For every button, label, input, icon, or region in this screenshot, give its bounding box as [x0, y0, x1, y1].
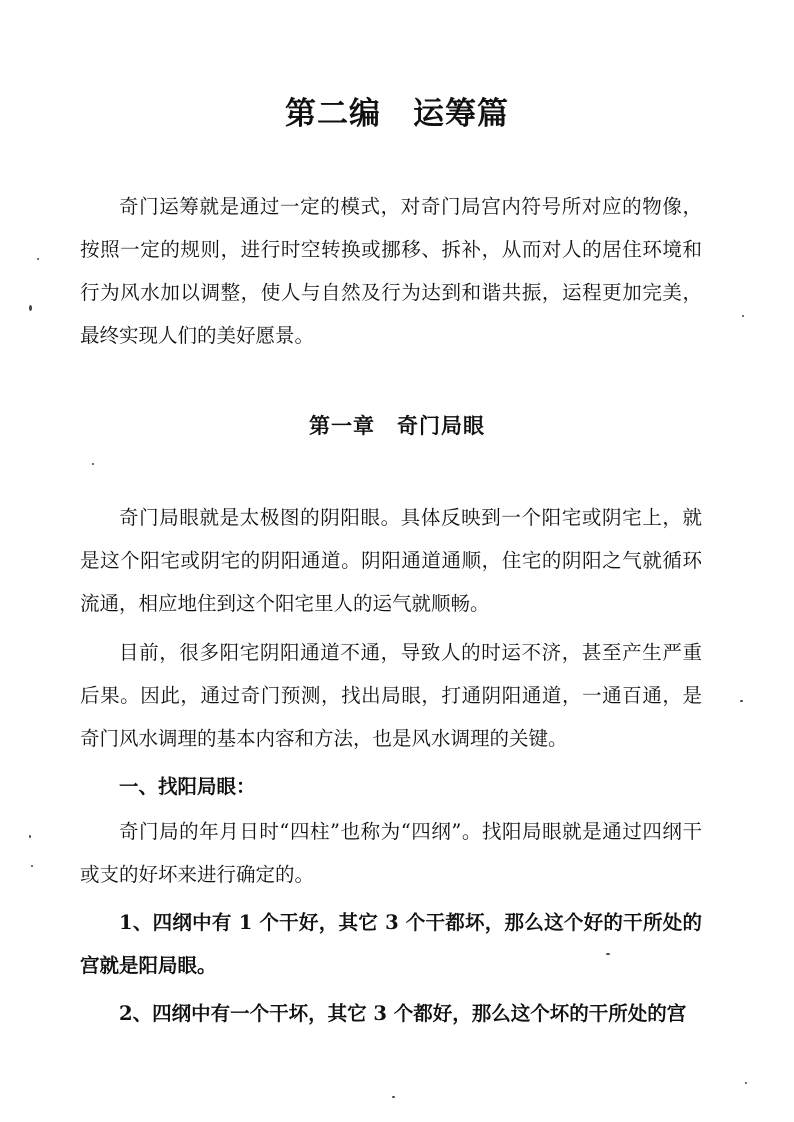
- scan-speck: [31, 865, 33, 867]
- paragraph-3: 奇门局的年月日时“四柱”也称为“四纲”。找阳局眼就是通过四纲干或支的好坏来进行确定的。: [80, 820, 702, 886]
- chapter-title: 第一章 奇门局眼: [309, 413, 485, 438]
- scan-speck: [92, 463, 94, 465]
- paragraph-1: 奇门局眼就是太极图的阴阳眼。具体反映到一个阳宅或阴宅上，就是这个阳宅或阴宅的阴阳通道。阴阳通道通顺，住宅的阴阳之气就循环流通，相应地住到这个阳宅里人的运气就顺畅。: [80, 506, 702, 615]
- rule-1: 1、四纲中有 1 个干好，其它 3 个干都坏，那么这个好的干所处的宫就是阳局眼。: [80, 911, 702, 977]
- section-heading: 一、找阳局眼：: [119, 775, 256, 798]
- scan-speck: [29, 305, 32, 311]
- scan-speck: [745, 1082, 747, 1084]
- scan-speck: [740, 700, 743, 702]
- scan-speck: [606, 953, 610, 955]
- rule-2: 2、四纲中有一个干坏，其它 3 个都好，那么这个坏的干所处的宫: [119, 1002, 687, 1025]
- intro-paragraph: 奇门运筹就是通过一定的模式，对奇门局宫内符号所对应的物像，按照一定的规则，进行时空转换或挪移、拆补，从而对人的居住环境和行为风水加以调整，使人与自然及行为达到和谐共振，运程更加完美，最终实现人们的美好愿景。: [80, 195, 702, 347]
- part-title: 第二编 运筹篇: [285, 96, 509, 132]
- scan-speck: [29, 835, 31, 838]
- paragraph-2: 目前，很多阳宅阴阳通道不通，导致人的时运不济，甚至产生严重后果。因此，通过奇门预测，找出局眼，打通阴阳通道，一通百通，是奇门风水调理的基本内容和方法，也是风水调理的关键。: [80, 641, 702, 750]
- scan-speck: [742, 315, 744, 317]
- scan-speck: [392, 1096, 395, 1098]
- scan-speck: [37, 258, 39, 260]
